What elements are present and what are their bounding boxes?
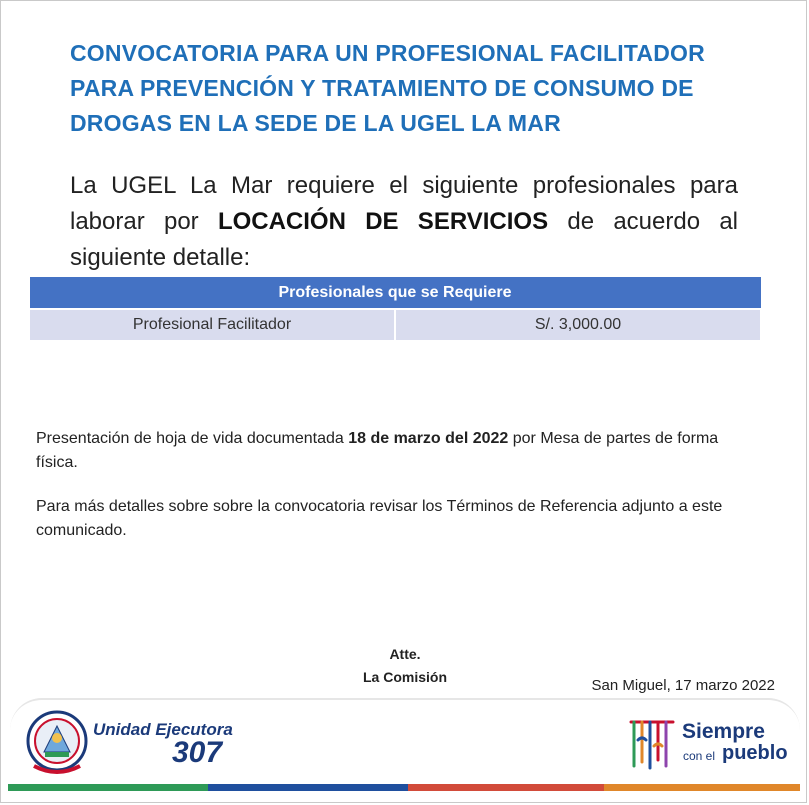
footer-stripe-green — [8, 784, 208, 791]
footer-stripe-orange — [604, 784, 800, 791]
unit-label: Unidad Ejecutora — [93, 720, 233, 739]
slogan-small: con el — [683, 749, 716, 763]
submission-paragraph — [36, 427, 756, 475]
intro-paragraph — [70, 168, 738, 276]
submission-text-end: por Mesa de partes de forma física. — [36, 430, 719, 471]
footer-stripe-red — [408, 784, 608, 791]
amount-cell: S/. 3,000.00 — [395, 309, 761, 341]
intro-text-start: La UGEL La Mar requiere el siguiente profesionales para laborar por — [70, 172, 738, 235]
page-title: CONVOCATORIA PARA UN PROFESIONAL FACILITADOR PARA PREVENCIÓN Y TRATAMIENTO DE CONSUMO DE DROGAS EN LA SEDE DE LA UGEL LA MAR — [70, 40, 705, 136]
intro-text-end: de acuerdo al siguiente detalle: — [70, 208, 738, 271]
slogan-big: pueblo — [722, 742, 788, 764]
requirements-table — [28, 276, 762, 342]
footer — [0, 698, 807, 803]
place-date: San Miguel, 17 marzo 2022 — [591, 677, 775, 694]
table-row — [29, 309, 761, 341]
people-logo-icon — [626, 716, 678, 774]
slogan-line1: Siempre — [682, 720, 765, 743]
intro-service-type: LOCACIÓN DE SERVICIOS — [217, 208, 549, 235]
table-header-row — [29, 277, 761, 310]
signature-committee: La Comisión — [362, 669, 447, 685]
ugel-emblem-icon — [26, 708, 88, 778]
unit-number: 307 — [172, 736, 223, 769]
signature-atte: Atte. — [389, 646, 421, 662]
footer-stripe-blue — [208, 784, 408, 791]
details-paragraph: Para más detalles sobre sobre la convocatoria revisar los Términos de Referencia adjunto a este comunicado. — [36, 498, 723, 539]
position-cell: Profesional Facilitador — [29, 309, 395, 341]
submission-date: 18 de marzo del 2022 — [348, 430, 509, 447]
table-header: Profesionales que se Requiere — [29, 277, 761, 310]
submission-text-start: Presentación de hoja de vida documentada — [36, 430, 349, 447]
